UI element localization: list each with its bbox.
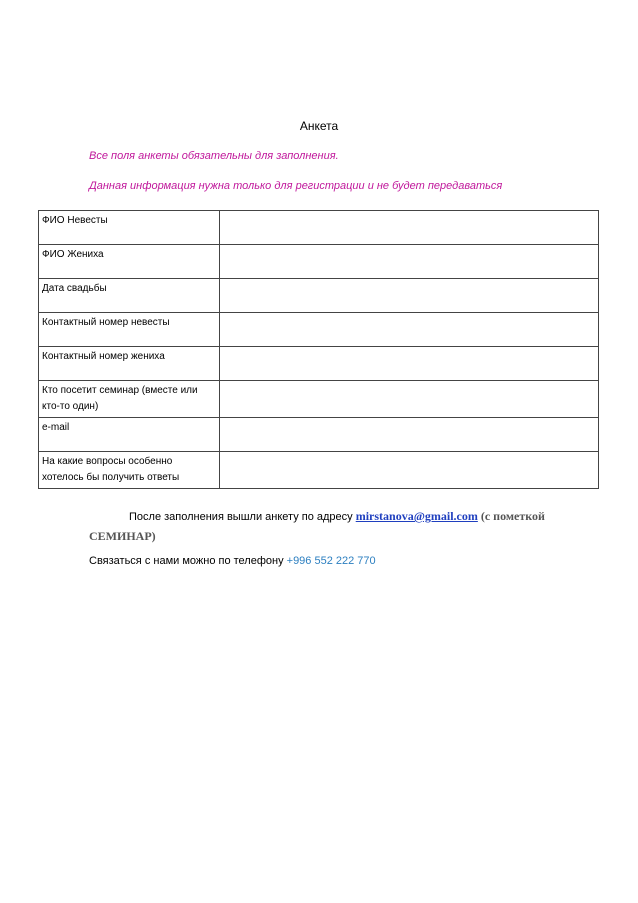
questionnaire-table xyxy=(38,210,599,489)
input-email[interactable] xyxy=(220,418,599,452)
input-questions[interactable] xyxy=(220,452,599,489)
table-row xyxy=(39,313,599,347)
input-bride-name[interactable] xyxy=(220,211,599,245)
input-attendees[interactable] xyxy=(220,381,599,418)
email-link[interactable]: mirstanova@gmail.com xyxy=(355,509,478,523)
table-row xyxy=(39,381,599,418)
contact-text: Связаться с нами можно по телефону xyxy=(89,555,287,567)
row-label-bride-phone: Контактный номер невесты xyxy=(39,313,220,347)
privacy-notice: Данная информация нужна только для регистрации и не будет передаваться xyxy=(89,180,503,192)
table-row xyxy=(39,279,599,313)
table-row xyxy=(39,347,599,381)
document-title: Анкета xyxy=(299,119,339,133)
input-groom-phone[interactable] xyxy=(220,347,599,381)
required-notice: Все поля анкеты обязательны для заполнения. xyxy=(89,150,339,162)
row-label-groom-name: ФИО Жениха xyxy=(39,245,220,279)
row-label-groom-phone: Контактный номер жениха xyxy=(39,347,220,381)
table-row xyxy=(39,418,599,452)
table-row xyxy=(39,211,599,245)
input-wedding-date[interactable] xyxy=(220,279,599,313)
send-instructions-text: После заполнения вышли анкету по адресу xyxy=(129,511,356,523)
send-note: (с пометкой СЕМИНАР) xyxy=(89,509,545,543)
input-bride-phone[interactable] xyxy=(220,313,599,347)
send-instructions xyxy=(89,507,599,547)
table-row xyxy=(39,452,599,489)
row-label-email: e-mail xyxy=(39,418,220,452)
input-groom-name[interactable] xyxy=(220,245,599,279)
row-label-bride-name: ФИО Невесты xyxy=(39,211,220,245)
row-label-attendees: Кто посетит семинар (вместе или кто-то один) xyxy=(39,381,220,418)
row-label-wedding-date: Дата свадьбы xyxy=(39,279,220,313)
phone-number: +996 552 222 770 xyxy=(286,555,376,567)
contact-line xyxy=(89,555,376,567)
table-row xyxy=(39,245,599,279)
row-label-questions: На какие вопросы особенно хотелось бы получить ответы xyxy=(39,452,220,489)
